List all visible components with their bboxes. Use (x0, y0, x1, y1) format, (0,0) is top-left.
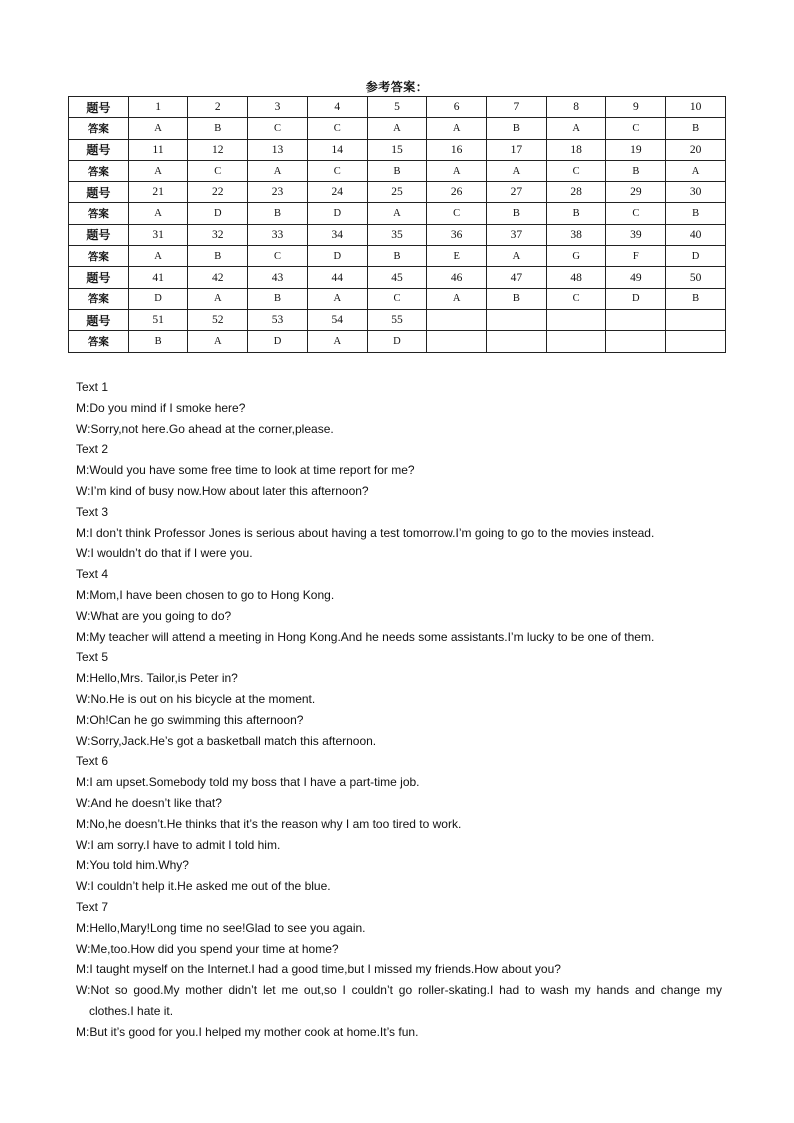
number-label: 题号 (69, 182, 129, 203)
answer-cell: E (427, 246, 487, 267)
question-number: 55 (367, 309, 427, 330)
answer-cell: A (487, 160, 547, 181)
answer-cell: C (546, 288, 606, 309)
answer-row (69, 288, 726, 309)
answer-row (69, 118, 726, 139)
answer-label: 答案 (69, 246, 129, 267)
question-number: 34 (307, 224, 367, 245)
question-number: 32 (188, 224, 248, 245)
answer-cell: C (427, 203, 487, 224)
answer-cell: C (546, 160, 606, 181)
question-number: 27 (487, 182, 547, 203)
question-number: 10 (666, 97, 726, 118)
question-number: 48 (546, 267, 606, 288)
answer-cell: A (367, 118, 427, 139)
answer-cell: B (128, 331, 188, 352)
question-number: 35 (367, 224, 427, 245)
answer-cell: A (128, 118, 188, 139)
question-number: 23 (248, 182, 308, 203)
answer-cell: A (307, 288, 367, 309)
question-number: 51 (128, 309, 188, 330)
question-number: 29 (606, 182, 666, 203)
answer-cell: D (248, 331, 308, 352)
question-number: 16 (427, 139, 487, 160)
answer-cell: B (487, 288, 547, 309)
answer-cell: D (367, 331, 427, 352)
question-number (427, 309, 487, 330)
text-heading: Text 6 (76, 754, 109, 769)
question-number: 13 (248, 139, 308, 160)
question-number: 43 (248, 267, 308, 288)
answer-cell: C (188, 160, 248, 181)
page-title: 参考答案： (365, 80, 429, 94)
answer-cell: B (546, 203, 606, 224)
answer-cell: G (546, 246, 606, 267)
question-number: 5 (367, 97, 427, 118)
text-heading: Text 7 (76, 899, 109, 914)
text-heading: Text 5 (76, 650, 109, 665)
text-heading: Text 2 (76, 442, 109, 457)
answer-cell (487, 331, 547, 352)
answer-cell: A (427, 160, 487, 181)
answer-cell (546, 331, 606, 352)
answer-cell (606, 331, 666, 352)
dialogue-line: M:Hello,Mrs. Tailor,is Peter in? (76, 671, 238, 686)
number-label: 题号 (69, 224, 129, 245)
answer-cell: C (367, 288, 427, 309)
question-number: 17 (487, 139, 547, 160)
answer-cell: D (666, 246, 726, 267)
dialogue-line: M:Do you mind if I smoke here? (76, 400, 246, 415)
answer-cell: D (188, 203, 248, 224)
dialogue-line: M:Would you have some free time to look at time report for me? (76, 463, 415, 478)
question-number: 42 (188, 267, 248, 288)
answer-cell (427, 331, 487, 352)
answer-cell (666, 331, 726, 352)
answer-cell: B (487, 203, 547, 224)
answer-cell: D (606, 288, 666, 309)
dialogue-line: W:Not so good.My mother didn’t let me out,so I couldn’t go roller-skating.I had to wash my hands and change my clothes.I hate it. (76, 983, 722, 1018)
number-label: 题号 (69, 97, 129, 118)
dialogue-line: W:Sorry,not here.Go ahead at the corner,please. (76, 421, 334, 436)
answer-cell: A (188, 331, 248, 352)
answer-label: 答案 (69, 331, 129, 352)
answer-row (69, 246, 726, 267)
dialogue-line: W:Sorry,Jack.He’s got a basketball match this afternoon. (76, 733, 377, 748)
dialogue-line: W:Me,too.How did you spend your time at home? (76, 941, 339, 956)
dialogue-line: M:Mom,I have been chosen to go to Hong Kong. (76, 587, 335, 602)
dialogue-line: M:But it’s good for you.I helped my mother cook at home.It’s fun. (76, 1024, 419, 1039)
answer-cell: B (666, 118, 726, 139)
answer-label: 答案 (69, 203, 129, 224)
number-row (69, 97, 726, 118)
question-number: 11 (128, 139, 188, 160)
answer-key-table (68, 96, 726, 353)
question-number: 39 (606, 224, 666, 245)
question-number: 12 (188, 139, 248, 160)
question-number: 3 (248, 97, 308, 118)
question-number: 9 (606, 97, 666, 118)
answer-label: 答案 (69, 288, 129, 309)
answer-cell: A (427, 118, 487, 139)
question-number: 1 (128, 97, 188, 118)
answer-cell: C (307, 118, 367, 139)
question-number: 50 (666, 267, 726, 288)
question-number: 46 (427, 267, 487, 288)
answer-cell: A (128, 160, 188, 181)
number-row (69, 182, 726, 203)
question-number (487, 309, 547, 330)
answer-cell: B (606, 160, 666, 181)
answer-row (69, 203, 726, 224)
number-label: 题号 (69, 267, 129, 288)
answer-row (69, 331, 726, 352)
question-number: 38 (546, 224, 606, 245)
question-number: 30 (666, 182, 726, 203)
question-number (666, 309, 726, 330)
question-number: 45 (367, 267, 427, 288)
question-number: 25 (367, 182, 427, 203)
answer-cell: A (128, 246, 188, 267)
dialogue-line: M:Oh!Can he go swimming this afternoon? (76, 712, 304, 727)
dialogue-line: M:Hello,Mary!Long time no see!Glad to see you again. (76, 920, 366, 935)
dialogue-line: M:I am upset.Somebody told my boss that I have a part-time job. (76, 775, 420, 790)
number-row (69, 267, 726, 288)
question-number: 40 (666, 224, 726, 245)
question-number: 37 (487, 224, 547, 245)
question-number: 24 (307, 182, 367, 203)
dialogue-line: W:I am sorry.I have to admit I told him. (76, 837, 281, 852)
answer-cell: F (606, 246, 666, 267)
dialogue-line: W:I’m kind of busy now.How about later this afternoon? (76, 483, 369, 498)
question-number: 28 (546, 182, 606, 203)
answer-cell: C (606, 118, 666, 139)
dialogue-line: M:I don’t think Professor Jones is serious about having a test tomorrow.I’m going to go to the movies instead. (76, 525, 655, 540)
question-number: 44 (307, 267, 367, 288)
text-heading: Text 1 (76, 380, 109, 394)
question-number: 26 (427, 182, 487, 203)
question-number: 21 (128, 182, 188, 203)
answer-cell: A (307, 331, 367, 352)
question-number: 41 (128, 267, 188, 288)
question-number: 49 (606, 267, 666, 288)
answer-cell: B (487, 118, 547, 139)
question-number: 36 (427, 224, 487, 245)
listening-transcript (76, 377, 722, 1043)
question-number: 7 (487, 97, 547, 118)
text-heading: Text 3 (76, 504, 109, 519)
answer-cell: B (248, 203, 308, 224)
question-number: 31 (128, 224, 188, 245)
answer-cell: A (487, 246, 547, 267)
dialogue-line: M:My teacher will attend a meeting in Hong Kong.And he needs some assistants.I’m lucky to be one of them. (76, 629, 655, 644)
answer-cell: A (666, 160, 726, 181)
answer-cell: A (367, 203, 427, 224)
answer-cell: A (248, 160, 308, 181)
answer-cell: B (666, 203, 726, 224)
answer-cell: A (128, 203, 188, 224)
dialogue-line: W:No.He is out on his bicycle at the moment. (76, 691, 316, 706)
answer-cell: C (248, 118, 308, 139)
answer-cell: B (188, 118, 248, 139)
answer-cell: C (248, 246, 308, 267)
number-row (69, 139, 726, 160)
dialogue-line: M:I taught myself on the Internet.I had a good time,but I missed my friends.How about you? (76, 962, 561, 977)
dialogue-line: W:And he doesn’t like that? (76, 795, 222, 810)
question-number: 6 (427, 97, 487, 118)
question-number: 20 (666, 139, 726, 160)
number-row (69, 309, 726, 330)
number-label: 题号 (69, 309, 129, 330)
answer-row (69, 160, 726, 181)
answer-cell: D (307, 203, 367, 224)
number-label: 题号 (69, 139, 129, 160)
dialogue-line: W:What are you going to do? (76, 608, 232, 623)
question-number: 53 (248, 309, 308, 330)
answer-cell: B (188, 246, 248, 267)
dialogue-line: W:I wouldn’t do that if I were you. (76, 546, 253, 561)
answer-cell: B (367, 246, 427, 267)
question-number: 54 (307, 309, 367, 330)
question-number: 14 (307, 139, 367, 160)
number-row (69, 224, 726, 245)
answer-cell: B (367, 160, 427, 181)
question-number: 19 (606, 139, 666, 160)
answer-cell: D (307, 246, 367, 267)
question-number: 52 (188, 309, 248, 330)
answer-label: 答案 (69, 160, 129, 181)
text-heading: Text 4 (76, 567, 109, 582)
question-number: 15 (367, 139, 427, 160)
answer-label: 答案 (69, 118, 129, 139)
question-number: 18 (546, 139, 606, 160)
question-number: 4 (307, 97, 367, 118)
question-number: 47 (487, 267, 547, 288)
answer-cell: A (546, 118, 606, 139)
answer-cell: B (248, 288, 308, 309)
question-number: 33 (248, 224, 308, 245)
dialogue-line: M:No,he doesn’t.He thinks that it’s the reason why I am too tired to work. (76, 816, 462, 831)
question-number: 22 (188, 182, 248, 203)
dialogue-line: W:I couldn’t help it.He asked me out of the blue. (76, 879, 331, 894)
answer-cell: D (128, 288, 188, 309)
question-number (606, 309, 666, 330)
answer-cell: B (666, 288, 726, 309)
question-number: 8 (546, 97, 606, 118)
answer-cell: C (307, 160, 367, 181)
answer-cell: A (427, 288, 487, 309)
dialogue-line: M:You told him.Why? (76, 858, 189, 873)
answer-cell: C (606, 203, 666, 224)
answer-cell: A (188, 288, 248, 309)
question-number: 2 (188, 97, 248, 118)
question-number (546, 309, 606, 330)
